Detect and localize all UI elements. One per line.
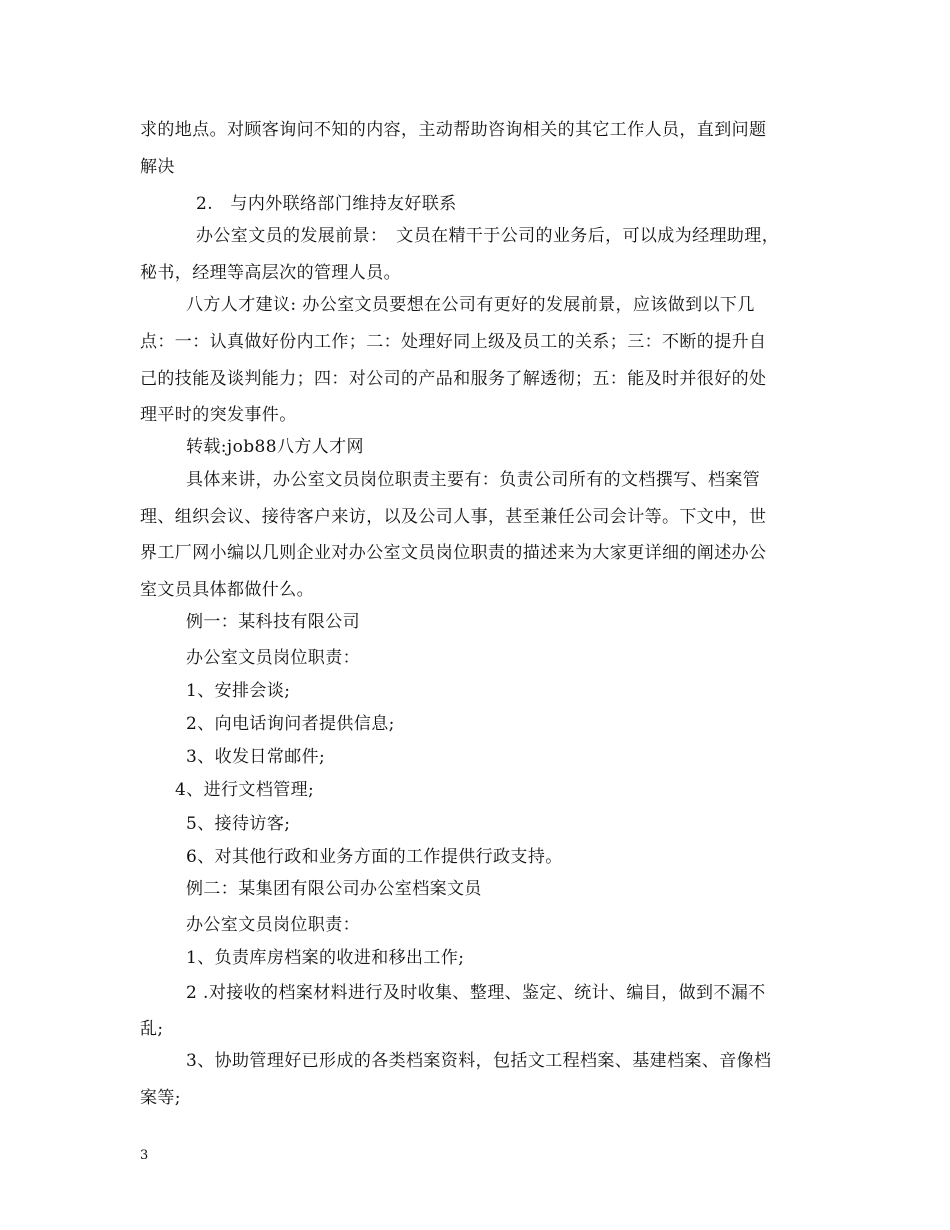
source-note: 转载:job88八方人才网 <box>186 437 364 457</box>
list-item: 2. 与内外联络部门维持友好联系 <box>196 194 457 214</box>
text-line: 理平时的突发事件。 <box>140 405 297 425</box>
list-item: 2 .对接收的档案材料进行及时收集、整理、鉴定、统计、编目，做到不漏不 <box>186 983 766 1003</box>
text-line: 八方人才建议: 办公室文员要想在公司有更好的发展前景，应该做到以下几 <box>186 295 755 315</box>
list-item: 1、负责库房档案的收进和移出工作; <box>186 948 465 968</box>
list-item: 1、安排会谈; <box>186 681 291 701</box>
page-number: 3 <box>140 1148 149 1163</box>
section-heading: 例二：某集团有限公司办公室档案文员 <box>186 879 482 899</box>
text-line: 界工厂网小编以几则企业对办公室文员岗位职责的描述来为大家更详细的阐述办公 <box>140 543 767 563</box>
list-item: 4、进行文档管理; <box>175 780 315 800</box>
text-line: 具体来讲，办公室文员岗位职责主要有：负责公司所有的文档撰写、档案管 <box>186 470 761 490</box>
text-line: 理、组织会议、接待客户来访，以及公司人事，甚至兼任公司会计等。下文中，世 <box>140 507 767 527</box>
text-line: 己的技能及谈判能力；四：对公司的产品和服务了解透彻；五：能及时并很好的处 <box>140 369 767 389</box>
section-heading: 例一：某科技有限公司 <box>186 612 360 632</box>
text-line: 求的地点。对顾客询问不知的内容，主动帮助咨询相关的其它工作人员，直到问题 <box>140 120 767 140</box>
list-item: 3、协助管理好已形成的各类档案资料，包括文工程档案、基建档案、音像档 <box>186 1051 772 1071</box>
text-line: 办公室文员的发展前景： 文员在精干于公司的业务后，可以成为经理助理， <box>196 226 780 246</box>
text-line: 点：一：认真做好份内工作；二：处理好同上级及员工的关系；三：不断的提升自 <box>140 332 767 352</box>
text-line: 秘书，经理等高层次的管理人员。 <box>140 263 401 283</box>
list-item: 5、接待访客; <box>186 814 291 834</box>
text-line: 办公室文员岗位职责： <box>186 648 360 668</box>
list-item: 2、向电话询问者提供信息; <box>186 714 395 734</box>
text-line: 办公室文员岗位职责： <box>186 915 360 935</box>
list-item: 6、对其他行政和业务方面的工作提供行政支持。 <box>186 847 563 867</box>
text-line: 室文员具体都做什么。 <box>140 580 314 600</box>
text-line: 解决 <box>140 157 175 177</box>
list-item: 3、收发日常邮件; <box>186 747 326 767</box>
text-line: 案等; <box>140 1088 181 1108</box>
text-line: 乱; <box>140 1019 164 1039</box>
